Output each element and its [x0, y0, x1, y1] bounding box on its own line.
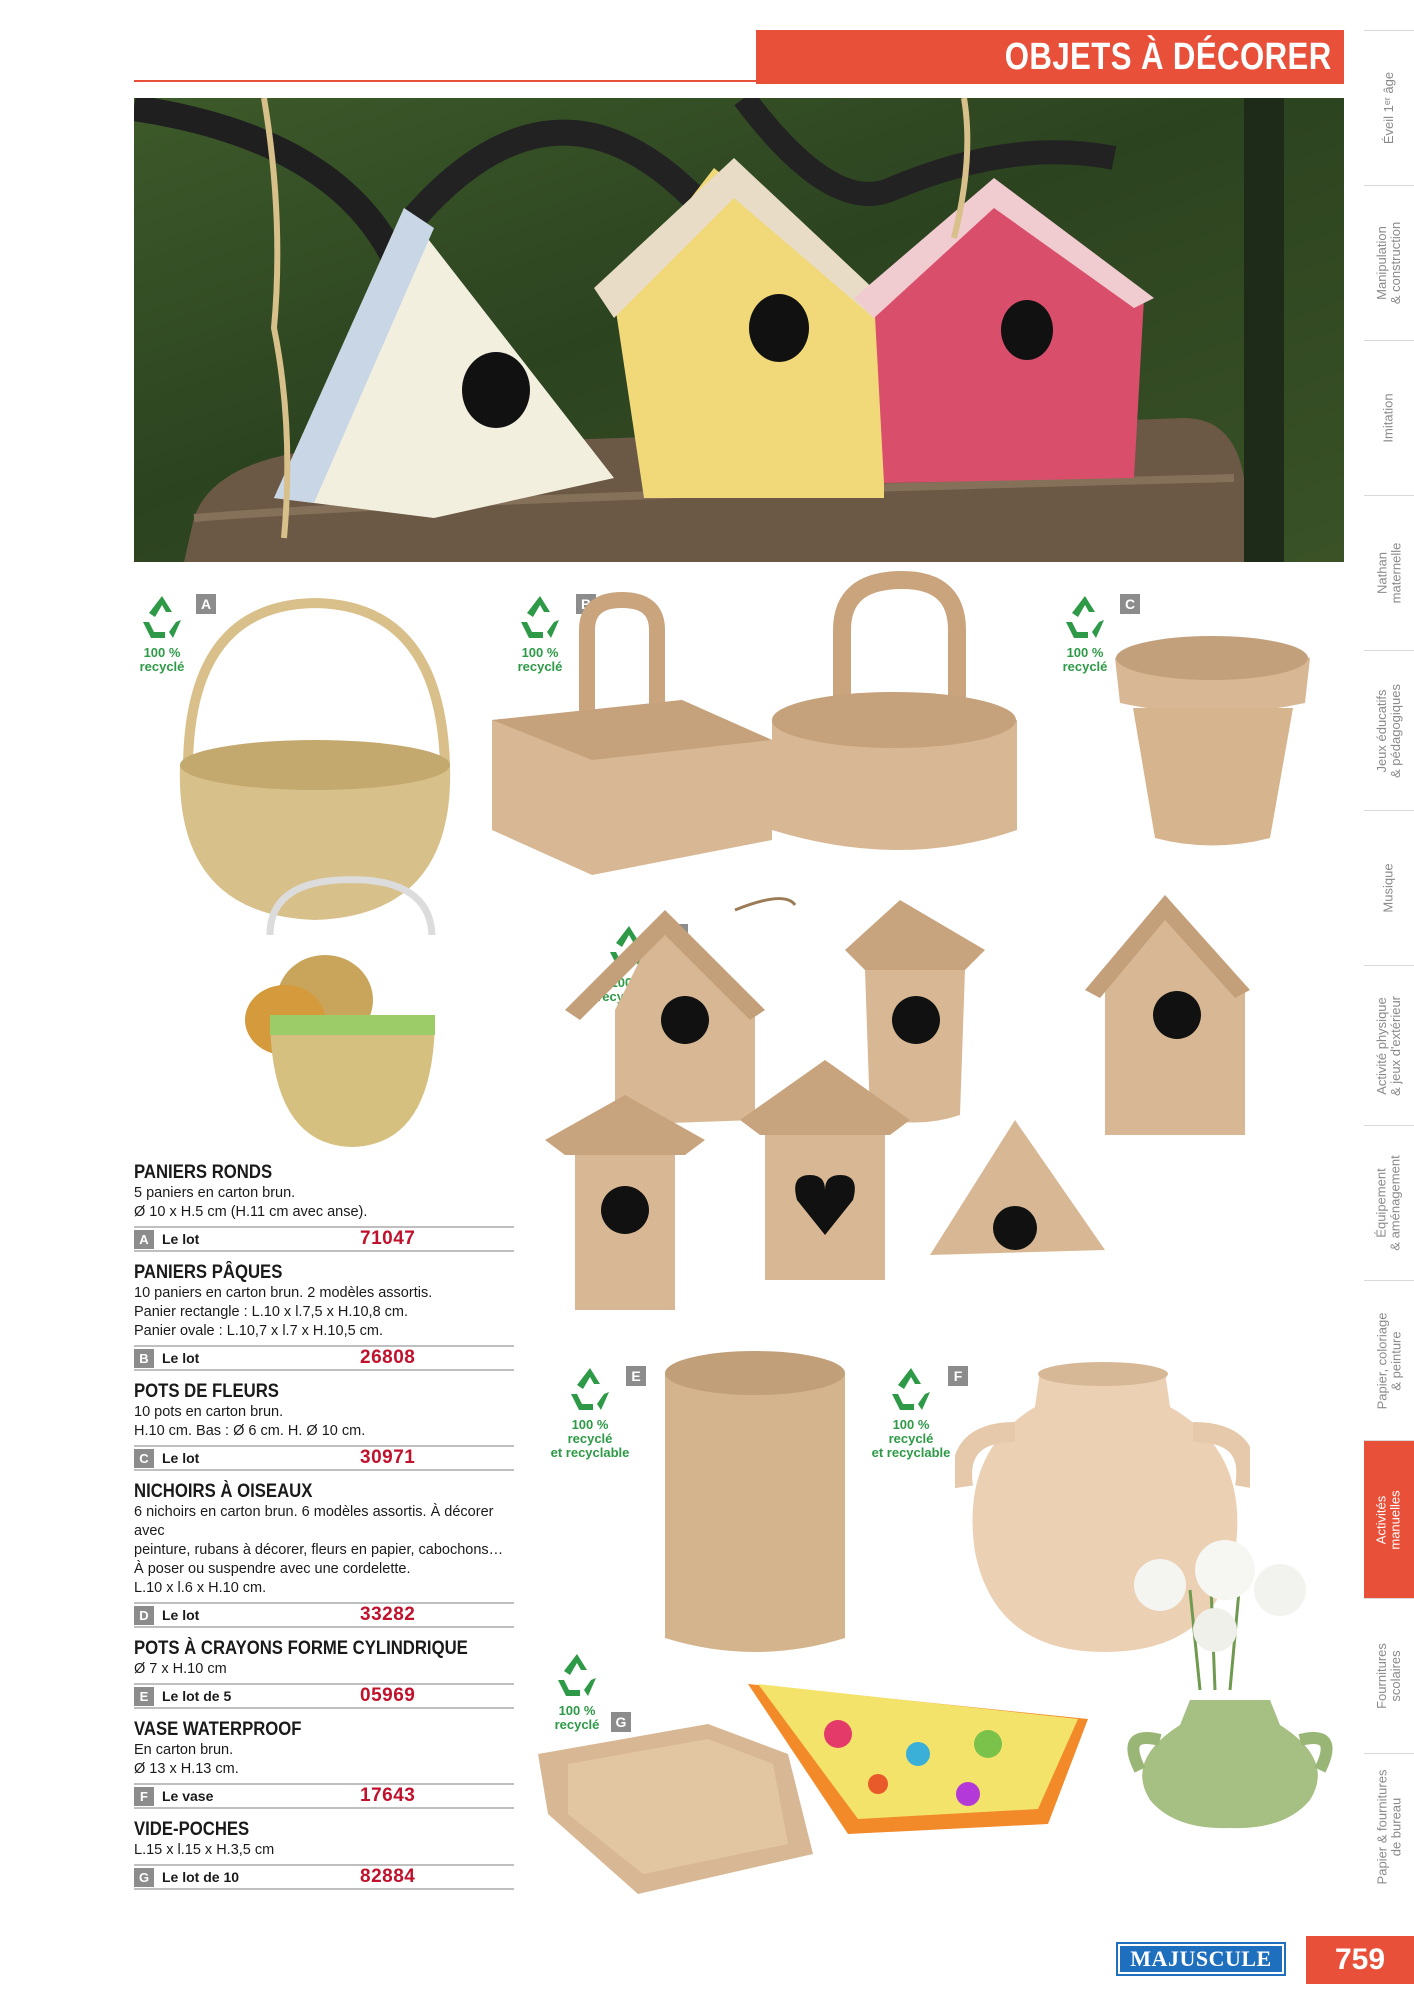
- trinket-trays-image: [538, 1664, 1098, 1894]
- product-code: A: [134, 1230, 154, 1249]
- recycled-badge-g: 100 % recyclé: [522, 1650, 632, 1732]
- product-reference: 05969: [360, 1685, 416, 1706]
- product-description: 10 pots en carton brun. H.10 cm. Bas : Ø 6 cm. H. Ø 10 cm.: [134, 1404, 366, 1439]
- price-row: [134, 1864, 514, 1890]
- product-description: En carton brun. Ø 13 x H.13 cm.: [134, 1742, 239, 1777]
- product-letter-g: G: [611, 1712, 631, 1732]
- recycle-icon: [884, 1364, 938, 1416]
- product-unit: Le lot de 5: [162, 1688, 232, 1704]
- product-reference: 82884: [360, 1866, 416, 1887]
- product-name: VIDE-POCHES: [134, 1819, 250, 1840]
- recycled-badge-c: 100 % recyclé: [1030, 592, 1140, 674]
- birdhouses-image: [545, 890, 1345, 1320]
- round-baskets-image: [170, 595, 460, 1170]
- product-reference: 71047: [360, 1228, 416, 1249]
- side-tab-papier-coloriage[interactable]: Papier, coloriage & peinture: [1364, 1280, 1414, 1440]
- product-letter-f: F: [948, 1366, 968, 1386]
- price-row: [134, 1783, 514, 1809]
- side-tab-imitation[interactable]: Imitation: [1364, 340, 1414, 495]
- green-vase-flowers-image: [1120, 1500, 1340, 1830]
- product-list: [134, 1162, 514, 1900]
- price-row: [134, 1602, 514, 1628]
- recycle-icon: [1058, 592, 1112, 644]
- pencil-pot-image: [660, 1348, 850, 1663]
- product-description: 10 paniers en carton brun. 2 modèles assortis. Panier rectangle : L.10 x l.7,5 x H.10,8 cm. Panier ovale : L.10,7 x l.7 x H.10,5 cm.: [134, 1285, 433, 1339]
- price-row: [134, 1345, 514, 1371]
- product-code: B: [134, 1349, 154, 1368]
- side-tab-musique[interactable]: Musique: [1364, 810, 1414, 965]
- product-unit: Le lot: [162, 1350, 200, 1366]
- product-pots-a-crayons: [134, 1638, 514, 1709]
- product-reference: 33282: [360, 1604, 416, 1625]
- section-title-bar: [756, 30, 1344, 84]
- recyclable-badge-d: 100: [574, 922, 684, 1004]
- flower-pot-image: [1115, 628, 1310, 848]
- product-nichoirs: [134, 1481, 514, 1628]
- side-tab-jeux-educatifs[interactable]: Jeux éducatifs & pédagogiques: [1364, 650, 1414, 810]
- side-tab-eveil[interactable]: Éveil 1ᵉʳ âge: [1364, 30, 1414, 185]
- product-reference: 30971: [360, 1447, 416, 1468]
- product-vase-waterproof: [134, 1719, 514, 1809]
- product-letter-e: E: [626, 1366, 646, 1386]
- side-tab-nathan[interactable]: Nathan maternelle: [1364, 495, 1414, 650]
- product-code: G: [134, 1868, 154, 1887]
- product-name: PANIERS PÂQUES: [134, 1262, 283, 1283]
- side-tab-manipulation[interactable]: Manipulation & construction: [1364, 185, 1414, 340]
- product-unit: Le lot: [162, 1607, 200, 1623]
- product-description: Ø 7 x H.10 cm: [134, 1661, 227, 1677]
- hero-photo-birdhouses: [134, 98, 1344, 562]
- price-row: [134, 1445, 514, 1471]
- product-code: C: [134, 1449, 154, 1468]
- product-paniers-ronds: [134, 1162, 514, 1252]
- side-tab-papier-bureau[interactable]: Papier & fournitures de bureau: [1364, 1753, 1414, 1900]
- product-vide-poches: [134, 1819, 514, 1890]
- price-row: [134, 1683, 514, 1709]
- recycled-badge-b: 100 % recyclé: [485, 592, 595, 674]
- product-name: POTS À CRAYONS FORME CYLINDRIQUE: [134, 1638, 468, 1659]
- product-description: 5 paniers en carton brun. Ø 10 x H.5 cm (H.11 cm avec anse).: [134, 1185, 368, 1220]
- product-description: L.15 x l.15 x H.3,5 cm: [134, 1842, 275, 1858]
- product-unit: Le vase: [162, 1788, 214, 1804]
- recycled-badge-a: 100 % recyclé: [107, 592, 217, 674]
- product-paniers-paques: [134, 1262, 514, 1371]
- product-unit: Le lot: [162, 1450, 200, 1466]
- side-tab-equipement[interactable]: Équipement & aménagement: [1364, 1125, 1414, 1280]
- recycled-recyclable-badge-f: 100 % recyclé et recyclable: [856, 1364, 966, 1460]
- product-code: F: [134, 1787, 154, 1806]
- product-pots-de-fleurs: [134, 1381, 514, 1471]
- product-name: NICHOIRS À OISEAUX: [134, 1481, 313, 1502]
- section-title: OBJETS À DÉCORER: [1005, 35, 1332, 78]
- recycle-icon: [563, 1364, 617, 1416]
- side-tab-activite-physique[interactable]: Activité physique & jeux d'extérieur: [1364, 965, 1414, 1125]
- header-rule: [134, 80, 756, 82]
- product-code: E: [134, 1687, 154, 1706]
- easter-baskets-image: [492, 570, 1022, 880]
- product-unit: Le lot: [162, 1231, 200, 1247]
- recycled-recyclable-badge-e: 100 % recyclé et recyclable: [535, 1364, 645, 1460]
- side-tab-activites-manuelles[interactable]: Activités manuelles: [1364, 1440, 1414, 1598]
- side-category-tabs: [1364, 30, 1414, 1900]
- product-unit: Le lot de 10: [162, 1869, 240, 1885]
- product-name: POTS DE FLEURS: [134, 1381, 279, 1402]
- product-letter-c: C: [1120, 594, 1140, 614]
- product-reference: 17643: [360, 1785, 416, 1806]
- product-letter-b: B: [576, 594, 596, 614]
- product-code: D: [134, 1606, 154, 1625]
- product-letter-a: A: [196, 594, 216, 614]
- price-row: [134, 1226, 514, 1252]
- product-name: PANIERS RONDS: [134, 1162, 273, 1183]
- product-name: VASE WATERPROOF: [134, 1719, 302, 1740]
- product-description: 6 nichoirs en carton brun. 6 modèles assortis. À décorer avec peinture, rubans à décorer, fleurs en papier, cabochons… À poser ou suspendre avec une cordelette. L.10 x l.6 x H.10 cm.: [134, 1504, 504, 1596]
- side-tab-fournitures-scolaires[interactable]: Fournitures scolaires: [1364, 1598, 1414, 1753]
- product-reference: 26808: [360, 1347, 416, 1368]
- page-number: 759: [1306, 1936, 1414, 1984]
- brand-logo: MAJUSCULE: [1118, 1944, 1284, 1974]
